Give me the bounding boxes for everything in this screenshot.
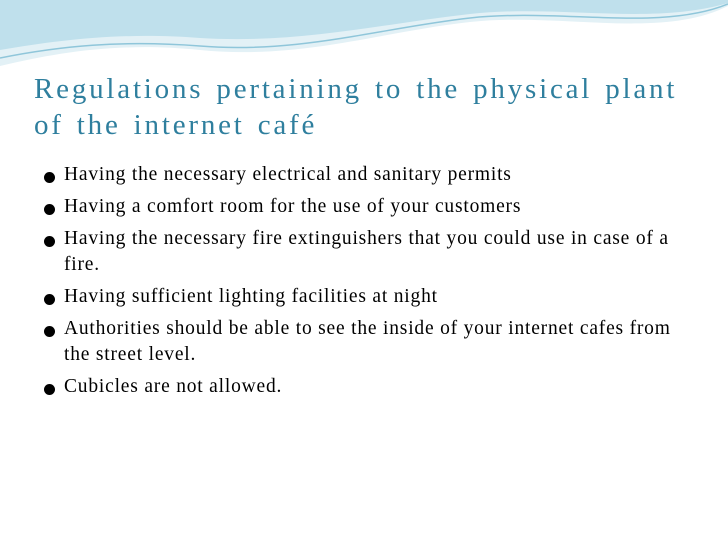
bullet-dot-icon (44, 172, 55, 183)
bullet-text: Having sufficient lighting facilities at night (64, 286, 438, 307)
bullet-text: Cubicles are not allowed. (64, 376, 283, 397)
bullet-text: Having a comfort room for the use of your customers (64, 196, 522, 217)
bullet-item (44, 374, 694, 400)
bullet-dot-icon (44, 204, 55, 215)
bullet-dot-icon (44, 294, 55, 305)
bullet-dot-icon (44, 236, 55, 247)
bullet-dot-icon (44, 326, 55, 337)
bullet-item (44, 316, 694, 368)
bullet-text: Having the necessary electrical and sanitary permits (64, 164, 512, 185)
bullet-list (44, 162, 694, 406)
bullet-item (44, 284, 694, 310)
bullet-dot-icon (44, 384, 55, 395)
bullet-text: Authorities should be able to see the inside of your internet cafes from the street level. (64, 318, 671, 365)
bullet-item (44, 194, 694, 220)
bullet-item (44, 162, 694, 188)
wave-decoration (0, 0, 728, 72)
bullet-item (44, 226, 694, 278)
slide-title: Regulations pertaining to the physical plant of the internet café (34, 73, 678, 141)
bullet-text: Having the necessary fire extinguishers that you could use in case of a fire. (64, 228, 669, 275)
